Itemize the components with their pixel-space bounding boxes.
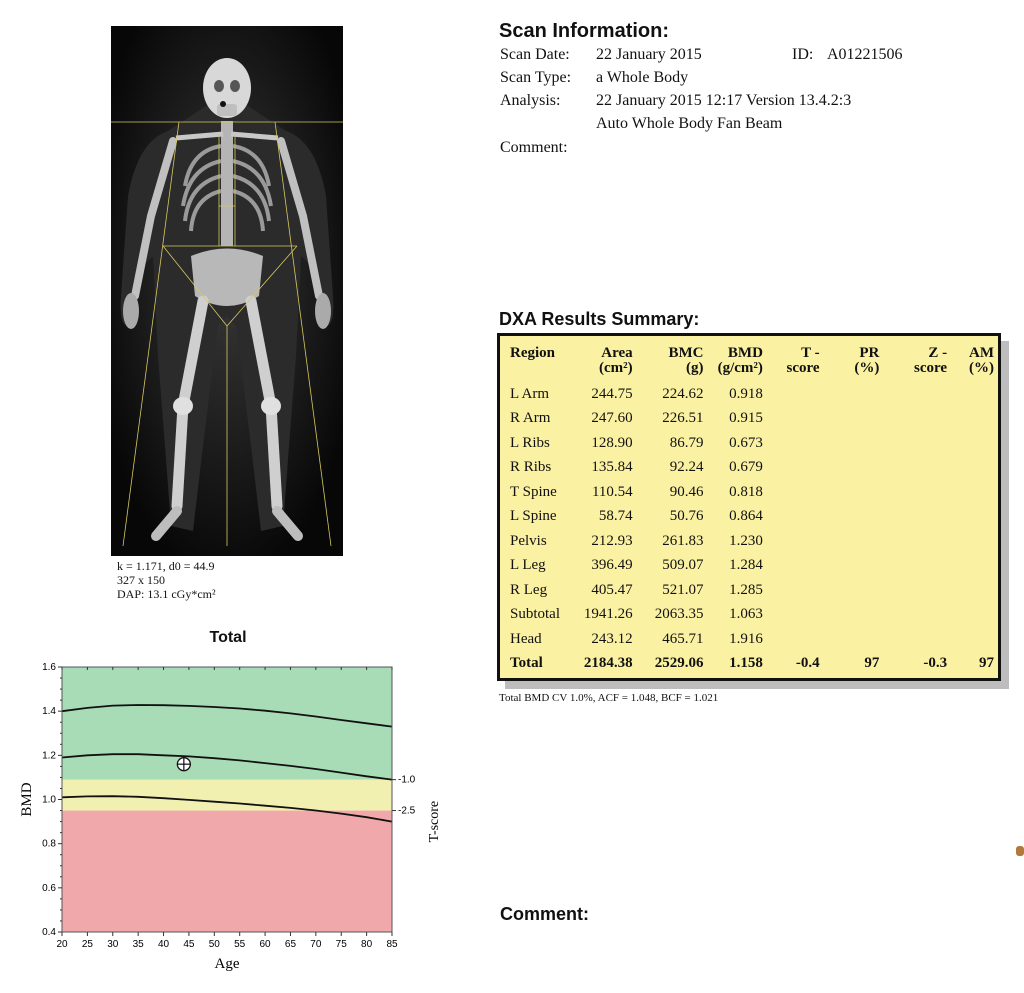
col-area: Area (cm²) [599, 345, 633, 376]
dxa-cell-z [883, 407, 951, 432]
band-1 [62, 780, 392, 811]
dxa-cell-z: -0.3 [923, 655, 948, 672]
dxa-cell-region: Head [510, 630, 542, 647]
x-tick-label: 50 [208, 939, 220, 950]
dxa-cell-bmc: 2529.06 [654, 655, 704, 672]
dxa-cell-area: 1941.26 [583, 606, 633, 623]
scan-type-row [500, 69, 1000, 89]
dxa-cell-region: L Ribs [510, 434, 550, 451]
dxa-cell-z [883, 603, 951, 628]
dxa-cell-region: L Spine [510, 508, 557, 525]
dxa-cell-area: 396.49 [591, 557, 633, 574]
dxa-cell-region: R Ribs [510, 459, 552, 476]
dxa-cell-t [767, 578, 824, 603]
y-tick-label: 1.4 [42, 706, 56, 718]
dxa-cell-z [883, 627, 951, 652]
y-tick-label: 0.8 [42, 838, 56, 850]
x-tick-label: 45 [183, 939, 195, 950]
dxa-cell-t [767, 529, 824, 554]
col-am: AM (%) [969, 345, 994, 376]
dxa-cell-am [951, 554, 998, 579]
x-tick-label: 65 [284, 939, 297, 950]
y-axis-ticks [42, 662, 62, 938]
dxa-cell-area: 2184.38 [583, 655, 633, 672]
dxa-cell-bmd: 0.864 [729, 508, 763, 525]
dxa-cell-am [951, 578, 998, 603]
dxa-cell-bmc: 224.62 [662, 385, 704, 402]
dxa-cell-bmd: 0.915 [729, 410, 763, 427]
x-tick-label: 25 [81, 939, 93, 950]
dxa-cell-area: 247.60 [591, 410, 633, 427]
dxa-cell-pr [824, 480, 884, 505]
dxa-cell-area: 212.93 [591, 532, 633, 549]
reference-bands [62, 667, 392, 932]
t-score-ticks [392, 775, 416, 817]
y-tick-label: 1.6 [42, 662, 56, 673]
scan-type-label: Scan Type: [500, 69, 572, 86]
dxa-row-l-ribs [506, 431, 998, 456]
dxa-cell-bmd: 0.818 [729, 483, 763, 500]
dxa-row-r-arm [506, 407, 998, 432]
dxa-cell-bmc: 261.83 [662, 532, 704, 549]
band-0 [62, 811, 392, 932]
analysis-value: 22 January 2015 12:17 Version 13.4.2:3 [596, 92, 852, 109]
dxa-cell-pr [824, 529, 884, 554]
dxa-cell-z [883, 578, 951, 603]
id-label: ID: [792, 46, 814, 63]
dxa-cell-pr [824, 382, 884, 407]
col-z-score: Z - score [914, 345, 948, 376]
dxa-cell-am [951, 627, 998, 652]
scan-type-value: a Whole Body [596, 69, 689, 86]
dxa-cell-am [951, 480, 998, 505]
dxa-cell-region: Subtotal [510, 606, 561, 623]
scan-information-title: Scan Information: [499, 20, 670, 42]
dxa-cell-t [767, 627, 824, 652]
col-t-score: T - score [786, 345, 820, 376]
dxa-cell-z [883, 456, 951, 481]
scan-dap: DAP: 13.1 cGy*cm² [117, 587, 216, 601]
dxa-cell-z [883, 529, 951, 554]
dxa-row-t-spine [506, 480, 998, 505]
analysis-label: Analysis: [500, 92, 561, 109]
dxa-cell-t [767, 431, 824, 456]
dxa-row-subtotal [506, 603, 998, 628]
chart-title: Total [209, 629, 247, 646]
dxa-row-head [506, 627, 998, 652]
dxa-cell-pr [824, 431, 884, 456]
dxa-row-pelvis [506, 529, 998, 554]
bmd-age-chart [0, 650, 460, 980]
band-2 [62, 667, 392, 780]
dxa-row-total [506, 652, 998, 677]
col-region: Region [510, 345, 555, 361]
id-value: A01221506 [827, 46, 903, 63]
skeleton-xray-illustration [111, 26, 343, 556]
dxa-cell-bmc: 509.07 [662, 557, 704, 574]
dxa-cell-z [883, 382, 951, 407]
dxa-cell-am [951, 456, 998, 481]
dxa-cell-bmd: 1.230 [729, 532, 763, 549]
dxa-cell-bmc: 86.79 [669, 434, 704, 451]
t-score-tick-label: -2.5 [398, 805, 416, 817]
analysis-mode: Auto Whole Body Fan Beam [596, 115, 783, 132]
dxa-cell-area: 128.90 [591, 434, 633, 451]
dxa-cell-t [767, 505, 824, 530]
dxa-cell-am [951, 529, 998, 554]
y-tick-label: 0.4 [42, 927, 56, 938]
dxa-cell-t [767, 554, 824, 579]
col-pr: PR (%) [854, 345, 880, 376]
dxa-cell-bmd: 0.918 [729, 385, 763, 402]
x-tick-label: 70 [310, 939, 322, 950]
analysis-row-2 [596, 115, 996, 135]
dxa-cell-region: T Spine [510, 483, 557, 500]
dxa-cell-bmc: 92.24 [669, 459, 704, 476]
dxa-cell-region: Pelvis [510, 532, 547, 549]
x-tick-label: 30 [107, 939, 119, 950]
dxa-cell-t [767, 382, 824, 407]
t-score-tick-label: -1.0 [398, 774, 416, 786]
scan-k-d0: k = 1.171, d0 = 44.9 [117, 559, 215, 573]
dxa-row-r-leg [506, 578, 998, 603]
dxa-cell-am [951, 407, 998, 432]
dxa-cell-z [883, 554, 951, 579]
scan-matrix-size: 327 x 150 [117, 573, 165, 587]
scan-date-label: Scan Date: [500, 46, 570, 63]
y-tick-label: 0.6 [42, 882, 56, 894]
dxa-cell-bmc: 521.07 [662, 581, 704, 598]
dxa-cell-t [767, 407, 824, 432]
x-tick-label: 40 [157, 939, 170, 950]
scan-parameters [117, 559, 216, 601]
dxa-cell-z [883, 505, 951, 530]
x-tick-label: 35 [132, 939, 144, 950]
dxa-cell-bmc: 226.51 [662, 410, 704, 427]
dxa-cell-pr [824, 554, 884, 579]
dxa-header-row [506, 344, 998, 382]
dxa-cell-t [767, 456, 824, 481]
dxa-cell-region: L Arm [510, 385, 550, 402]
dxa-cell-region: R Leg [510, 581, 548, 598]
dxa-row-l-spine [506, 505, 998, 530]
scan-comment-label: Comment: [500, 139, 568, 156]
dxa-cell-region: Total [510, 655, 543, 672]
dxa-cell-am: 97 [979, 655, 994, 672]
x-tick-label: 60 [259, 939, 271, 950]
x-axis-label: Age [214, 956, 240, 972]
dxa-cell-area: 405.47 [591, 581, 633, 598]
dxa-cell-pr [824, 627, 884, 652]
dxa-cell-area: 58.74 [598, 508, 633, 525]
scan-date-row [500, 46, 1000, 66]
scan-edge-mark [1016, 846, 1024, 856]
x-tick-label: 55 [234, 939, 246, 950]
dxa-cell-area: 110.54 [591, 483, 633, 500]
dxa-cell-pr [824, 407, 884, 432]
dxa-cell-am [951, 382, 998, 407]
dxa-cell-bmd: 0.679 [729, 459, 763, 476]
y-tick-label: 1.0 [42, 794, 56, 806]
dxa-cell-pr [824, 456, 884, 481]
dxa-cell-t: -0.4 [795, 655, 820, 672]
y-axis-label: BMD [19, 782, 35, 817]
dxa-cell-bmc: 465.71 [662, 630, 704, 647]
dxa-row-r-ribs [506, 456, 998, 481]
dxa-cell-area: 243.12 [591, 630, 633, 647]
dxa-results-title: DXA Results Summary: [499, 309, 700, 329]
dxa-row-l-arm [506, 382, 998, 407]
x-tick-label: 80 [361, 939, 373, 950]
scan-date-value: 22 January 2015 [596, 46, 702, 63]
dxa-cell-region: R Arm [510, 410, 551, 427]
t-score-axis-label: T-score [427, 800, 442, 843]
x-tick-label: 75 [335, 939, 347, 950]
dxa-cell-t [767, 603, 824, 628]
dxa-cell-bmd: 1.158 [729, 655, 763, 672]
comment-section-title: Comment: [500, 904, 589, 924]
x-tick-label: 85 [386, 939, 398, 950]
dxa-cell-z [883, 480, 951, 505]
y-tick-label: 1.2 [42, 750, 56, 762]
dxa-cell-bmd: 1.063 [729, 606, 763, 623]
dxa-cell-pr: 97 [864, 655, 880, 672]
dxa-cell-am [951, 431, 998, 456]
dxa-cell-region: L Leg [510, 557, 546, 574]
dxa-cell-bmd: 1.916 [729, 630, 763, 647]
dxa-cell-bmc: 90.46 [669, 483, 704, 500]
x-tick-label: 20 [56, 939, 68, 950]
col-bmc: BMC (g) [668, 345, 704, 376]
dxa-row-l-leg [506, 554, 998, 579]
col-bmd: BMD (g/cm²) [717, 345, 763, 376]
dxa-cell-am [951, 505, 998, 530]
dxa-cell-bmd: 1.284 [729, 557, 763, 574]
comment-row [500, 139, 700, 159]
analysis-row [500, 92, 1000, 112]
dxa-cell-bmd: 0.673 [729, 434, 763, 451]
dxa-cell-bmc: 50.76 [669, 508, 704, 525]
dxa-footnote: Total BMD CV 1.0%, ACF = 1.048, BCF = 1.021 [499, 692, 719, 704]
dxa-cell-pr [824, 603, 884, 628]
dxa-cell-z [883, 431, 951, 456]
dxa-cell-pr [824, 505, 884, 530]
dxa-results-table [506, 344, 998, 676]
dxa-cell-t [767, 480, 824, 505]
whole-body-scan-image [111, 26, 343, 556]
dxa-cell-pr [824, 578, 884, 603]
dxa-cell-area: 135.84 [591, 459, 633, 476]
dxa-cell-am [951, 603, 998, 628]
dxa-cell-bmc: 2063.35 [654, 606, 704, 623]
dxa-results-box [497, 333, 1001, 681]
dxa-cell-area: 244.75 [591, 385, 633, 402]
dxa-cell-bmd: 1.285 [729, 581, 763, 598]
patient-point-group [177, 758, 190, 771]
